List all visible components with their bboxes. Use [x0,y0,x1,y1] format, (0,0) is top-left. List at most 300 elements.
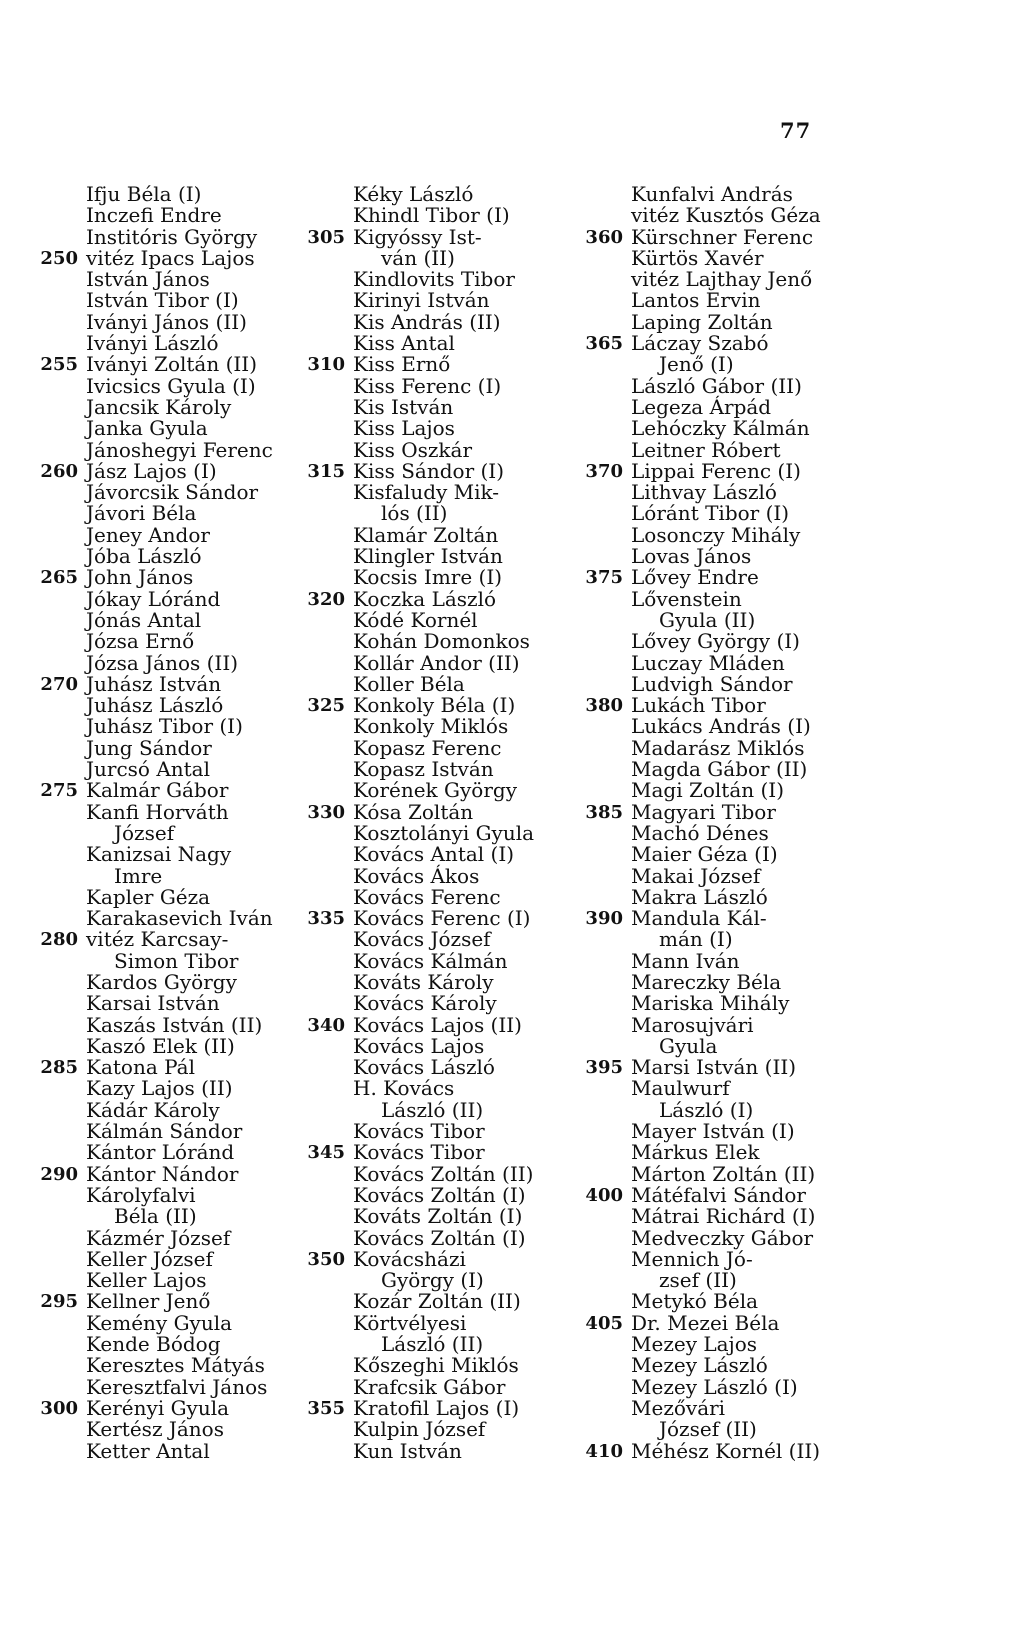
entry-name: István János [86,267,210,292]
list-item [40,333,340,354]
entry-name: Kigyóssy Ist- [353,224,482,249]
entry-name: Juhász István [86,671,222,696]
list-item [585,908,885,929]
list-item [307,1097,607,1122]
entry-name: Kódé Kornél [353,607,478,632]
entry-name-continuation: ván (II) [381,245,455,270]
list-item [307,224,607,249]
entry-number: 380 [585,695,623,717]
list-item [585,1182,885,1207]
list-item [307,309,607,334]
list-item [40,1121,340,1142]
list-item [307,1310,607,1335]
entry-number: 270 [40,673,78,695]
entry-name: István Tibor (I) [86,288,239,313]
list-item [307,1334,607,1355]
list-item [40,309,340,334]
entry-name-continuation: György (I) [381,1268,484,1293]
list-item [585,1121,885,1142]
entry-name: Kaszás István (II) [86,1012,263,1037]
entry-name: vitéz Lajthay Jenő [631,267,813,292]
entry-name: Keresztes Mátyás [86,1353,265,1378]
entry-name: Kis András (II) [353,309,501,334]
list-item [40,394,340,419]
list-item [307,205,607,226]
list-item [307,1057,607,1078]
entry-name: Korének György [353,778,518,803]
entry-name: Magda Gábor (II) [631,757,808,782]
list-item [585,759,885,780]
list-item [585,1310,885,1335]
list-item [307,969,607,994]
entry-number: 395 [585,1057,623,1079]
entry-name: Kende Bódog [86,1332,221,1357]
list-item [585,224,885,249]
entry-name: Mátéfalvi Sándor [631,1182,806,1207]
entry-name: Kopasz Ferenc [353,735,502,760]
entry-name: Márkus Elek [631,1140,760,1165]
entry-name: Józsa János (II) [86,650,239,675]
list-item [585,567,885,588]
list-item [307,1078,607,1099]
list-item [40,948,340,973]
entry-name: Kis István [353,394,454,419]
entry-name: Jóba László [86,544,202,569]
entry-name: Maier Géza (I) [631,842,778,867]
entry-name: Mátrai Richárd (I) [631,1204,816,1229]
entry-name-continuation: mán (I) [659,927,733,952]
list-item [585,671,885,696]
entry-name: Kántor Lóránd [86,1140,235,1165]
entry-name: Kemény Gyula [86,1310,233,1335]
entry-name: Kazy Lajos (II) [86,1076,233,1101]
list-item [40,1225,340,1250]
list-item [307,908,607,929]
list-item [307,1419,607,1440]
entry-name: Kovács Lajos (II) [353,1012,522,1037]
list-item [585,695,885,716]
entry-name-continuation: zsef (II) [659,1268,737,1293]
list-item [40,418,340,439]
list-item [307,820,607,845]
list-item [585,269,885,290]
entry-name: Kollár Andor (II) [353,650,520,675]
entry-name: Kovács Zoltán (I) [353,1182,526,1207]
entry-name: Kürtös Xavér [631,245,764,270]
entry-name: Jancsik Károly [86,394,232,419]
entry-name: Kósa Zoltán [353,799,474,824]
list-item [307,1012,607,1037]
entry-number: 255 [40,354,78,376]
list-item [307,650,607,675]
list-item [585,1142,885,1163]
list-item [307,290,607,311]
list-item [585,863,885,888]
entry-name: Lukács András (I) [631,714,811,739]
list-item [307,884,607,909]
list-item [585,1206,885,1227]
list-item [40,631,340,652]
entry-number: 285 [40,1057,78,1079]
list-item [307,184,607,205]
entry-name: Jónás Antal [86,607,202,632]
entry-number: 365 [585,333,623,355]
list-item [585,373,885,398]
entry-name: Institóris György [86,224,258,249]
list-item [307,863,607,888]
list-item [585,245,885,270]
entry-name: Kovácsházi [353,1246,466,1271]
entry-name: Márton Zoltán (II) [631,1161,816,1186]
list-item [307,418,607,439]
entry-number: 305 [307,226,345,248]
list-item [585,1374,885,1399]
entry-name: Laping Zoltán [631,309,773,334]
list-item [307,1121,607,1142]
list-item [40,1012,340,1037]
name-column-2 [307,184,607,1462]
list-item [40,650,340,675]
list-item [585,586,885,611]
entry-name: László Gábor (II) [631,373,802,398]
list-item [307,245,607,270]
entry-number: 335 [307,908,345,930]
entry-name: Kádár Károly [86,1097,220,1122]
page-number: 77 [780,118,812,143]
entry-name: Lehóczky Kálmán [631,416,810,441]
entry-name: Karsai István [86,991,220,1016]
list-item [40,1206,340,1227]
entry-name: Kéky László [353,182,474,206]
entry-name: Kirinyi István [353,288,490,313]
list-item [40,567,340,588]
entry-name: Klamár Zoltán [353,522,499,547]
list-item [307,1395,607,1420]
list-item [40,884,340,909]
list-item [40,205,340,226]
list-item [307,1142,607,1163]
list-item [585,354,885,375]
list-item [40,224,340,249]
entry-name: Józsa Ernő [86,629,195,654]
list-item [307,546,607,567]
entry-number: 340 [307,1014,345,1036]
entry-number: 315 [307,460,345,482]
entry-name: Metykó Béla [631,1289,759,1314]
list-item [585,309,885,334]
entry-name: Karakasevich Iván [86,906,273,931]
list-item [585,735,885,760]
entry-name: Kertész János [86,1417,224,1442]
list-item [585,650,885,675]
entry-number: 410 [585,1440,623,1462]
entry-name: Kocsis Imre (I) [353,565,503,590]
list-item [307,482,607,503]
list-item [307,716,607,737]
list-item [585,482,885,503]
list-item [585,1097,885,1122]
entry-name: Lővey Endre [631,565,759,590]
list-item [40,1033,340,1058]
entry-name: Jung Sándor [86,735,212,760]
list-item [40,482,340,503]
entry-name: Jász Lajos (I) [86,458,217,483]
list-item [307,1355,607,1376]
entry-name: Lantos Ervin [631,288,761,313]
list-item [40,1142,340,1163]
entry-name: Kiss Ernő [353,352,451,377]
entry-name: vitéz Karcsay- [86,927,229,952]
entry-name-continuation: lós (II) [381,501,448,526]
entry-number: 360 [585,226,623,248]
entry-number: 300 [40,1397,78,1419]
list-item [585,205,885,226]
list-item [585,844,885,865]
list-item [40,354,340,375]
entry-name: Körtvélyesi [353,1310,467,1335]
list-item [585,1057,885,1078]
entry-name: Mariska Mihály [631,991,790,1016]
list-item [307,631,607,652]
entry-name: Makra László [631,884,768,909]
list-item [585,1270,885,1291]
list-item [40,1334,340,1355]
entry-name: Kosztolányi Gyula [353,820,535,845]
list-item [585,969,885,994]
list-item [307,1246,607,1271]
list-item [585,607,885,632]
entry-number: 350 [307,1248,345,1270]
entry-name-continuation: Simon Tibor [114,948,239,973]
list-item [585,780,885,801]
entry-name-continuation: László (I) [659,1097,754,1122]
list-item [307,1270,607,1291]
entry-number: 390 [585,908,623,930]
entry-number: 345 [307,1142,345,1164]
entry-name: H. Kovács [353,1076,455,1101]
list-item [40,373,340,398]
entry-name: Iványi János (II) [86,309,247,334]
list-item [40,546,340,567]
list-item [40,522,340,547]
list-item [40,735,340,760]
entry-number: 320 [307,588,345,610]
list-item [585,1161,885,1186]
list-item [307,799,607,824]
entry-name: Iványi László [86,331,219,356]
entry-name: Jeney Andor [86,522,210,547]
entry-name-continuation: László (II) [381,1332,484,1357]
entry-name: Méhész Kornél (II) [631,1438,821,1463]
list-item [585,1033,885,1058]
list-item [307,844,607,865]
entry-number: 310 [307,354,345,376]
list-item [585,418,885,439]
list-item [307,759,607,780]
entry-name: Janka Gyula [86,416,208,441]
entry-name: Juhász László [86,693,224,718]
list-item [585,884,885,909]
entry-name: Kovács Kálmán [353,948,508,973]
entry-name: Kratofil Lajos (I) [353,1395,520,1420]
entry-name: Ludvigh Sándor [631,671,793,696]
list-item [307,567,607,588]
entry-name: Makai József [631,863,761,888]
list-item [40,269,340,290]
entry-name: Kapler Géza [86,884,211,909]
entry-name: Kovács Antal (I) [353,842,515,867]
entry-name: Kerényi Gyula [86,1395,230,1420]
list-item [585,437,885,462]
list-item [40,607,340,632]
list-item [40,1291,340,1312]
list-item [585,929,885,950]
entry-number: 265 [40,567,78,589]
list-item [40,503,340,524]
list-item [40,1161,340,1186]
list-item [585,503,885,524]
entry-name: Lővey György (I) [631,629,800,654]
list-item [585,546,885,567]
list-item [585,820,885,845]
entry-name: Kiss Ferenc (I) [353,373,502,398]
entry-name: Keller József [86,1246,213,1271]
entry-name: Jurcsó Antal [86,757,211,782]
list-item [585,458,885,483]
list-item [40,863,340,888]
name-column-1 [40,184,340,1462]
list-item [585,1291,885,1312]
entry-number: 385 [585,801,623,823]
entry-name: Konkoly Miklós [353,714,509,739]
entry-name: Kun István [353,1438,462,1463]
list-item [40,1395,340,1420]
entry-name: Kovács Lajos [353,1033,485,1058]
list-item [307,929,607,950]
list-item [40,1438,340,1463]
list-item [40,458,340,483]
entry-name: Koller Béla [353,671,465,696]
entry-name: Inczefi Endre [86,203,222,228]
entry-name: Keller Lajos [86,1268,207,1293]
list-item [40,1097,340,1122]
list-item [307,354,607,375]
list-item [585,716,885,737]
list-item [585,799,885,824]
list-item [307,993,607,1014]
list-item [307,1161,607,1186]
list-item [585,290,885,311]
list-item [40,908,340,929]
list-item [307,1374,607,1399]
list-item [307,1033,607,1058]
list-item [40,586,340,611]
list-item [40,1182,340,1207]
entry-name: Lukách Tibor [631,693,766,718]
entry-number: 375 [585,567,623,589]
entry-name: Jávori Béla [86,501,197,526]
entry-name: vitéz Kusztós Géza [631,203,821,228]
entry-name: Kovács Tibor [353,1119,485,1144]
entry-name: Károlyfalvi [86,1182,196,1207]
entry-name: Kálmán Sándor [86,1119,243,1144]
entry-name: Koczka László [353,586,497,611]
list-item [307,373,607,398]
entry-name: Kindlovits Tibor [353,267,515,292]
entry-name-continuation: László (II) [381,1097,484,1122]
entry-name: Kulpin József [353,1417,486,1442]
list-item [585,184,885,205]
list-item [40,1078,340,1099]
list-item [585,333,885,354]
list-item [307,437,607,462]
list-item [585,1438,885,1463]
entry-name-continuation: József [114,820,175,845]
entry-name: Kovács Tibor [353,1140,485,1165]
list-item [585,1419,885,1440]
entry-name: Katona Pál [86,1055,195,1080]
entry-number: 400 [585,1184,623,1206]
list-item [585,1078,885,1099]
list-item [585,1355,885,1376]
entry-name: Kázmér József [86,1225,231,1250]
entry-name: Kovács Ákos [353,863,480,888]
list-item [307,503,607,524]
entry-name: Kopasz István [353,757,494,782]
list-item [307,948,607,973]
entry-name: Kováts Károly [353,969,494,994]
list-item [585,522,885,547]
entry-name: Kanizsai Nagy [86,842,232,867]
name-column-3 [585,184,885,1462]
entry-name: Medveczky Gábor [631,1225,814,1250]
entry-name: Kaszó Elek (II) [86,1033,235,1058]
entry-number: 275 [40,780,78,802]
entry-name: Kovács Zoltán (I) [353,1225,526,1250]
entry-name: Kiss Sándor (I) [353,458,504,483]
list-item [40,290,340,311]
entry-name: Kovács László [353,1055,495,1080]
entry-number: 290 [40,1163,78,1185]
entry-name: Jókay Lóránd [86,586,221,611]
list-item [307,1182,607,1207]
entry-name: Legeza Árpád [631,394,772,419]
list-item [307,394,607,419]
list-item [307,695,607,716]
list-item [40,820,340,845]
entry-name: Mezővári [631,1395,726,1420]
entry-name: Leitner Róbert [631,437,781,462]
entry-name: Kőszeghi Miklós [353,1353,519,1378]
entry-name-continuation: Gyula (II) [659,607,756,632]
entry-name-continuation: Jenő (I) [659,352,734,377]
entry-number: 330 [307,801,345,823]
entry-name: Losonczy Mihály [631,522,801,547]
entry-name: Kozár Zoltán (II) [353,1289,521,1314]
entry-name-continuation: Imre [114,863,163,888]
entry-number: 280 [40,929,78,951]
list-item [40,1419,340,1440]
entry-name: Lippai Ferenc (I) [631,458,801,483]
entry-name: Jánoshegyi Ferenc [86,437,273,462]
entry-name: Krafcsik Gábor [353,1374,506,1399]
list-item [307,269,607,290]
entry-name: Kürschner Ferenc [631,224,814,249]
entry-number: 295 [40,1291,78,1313]
entry-name: Lithvay László [631,480,777,505]
entry-number: 250 [40,247,78,269]
entry-name: Kunfalvi András [631,182,793,206]
